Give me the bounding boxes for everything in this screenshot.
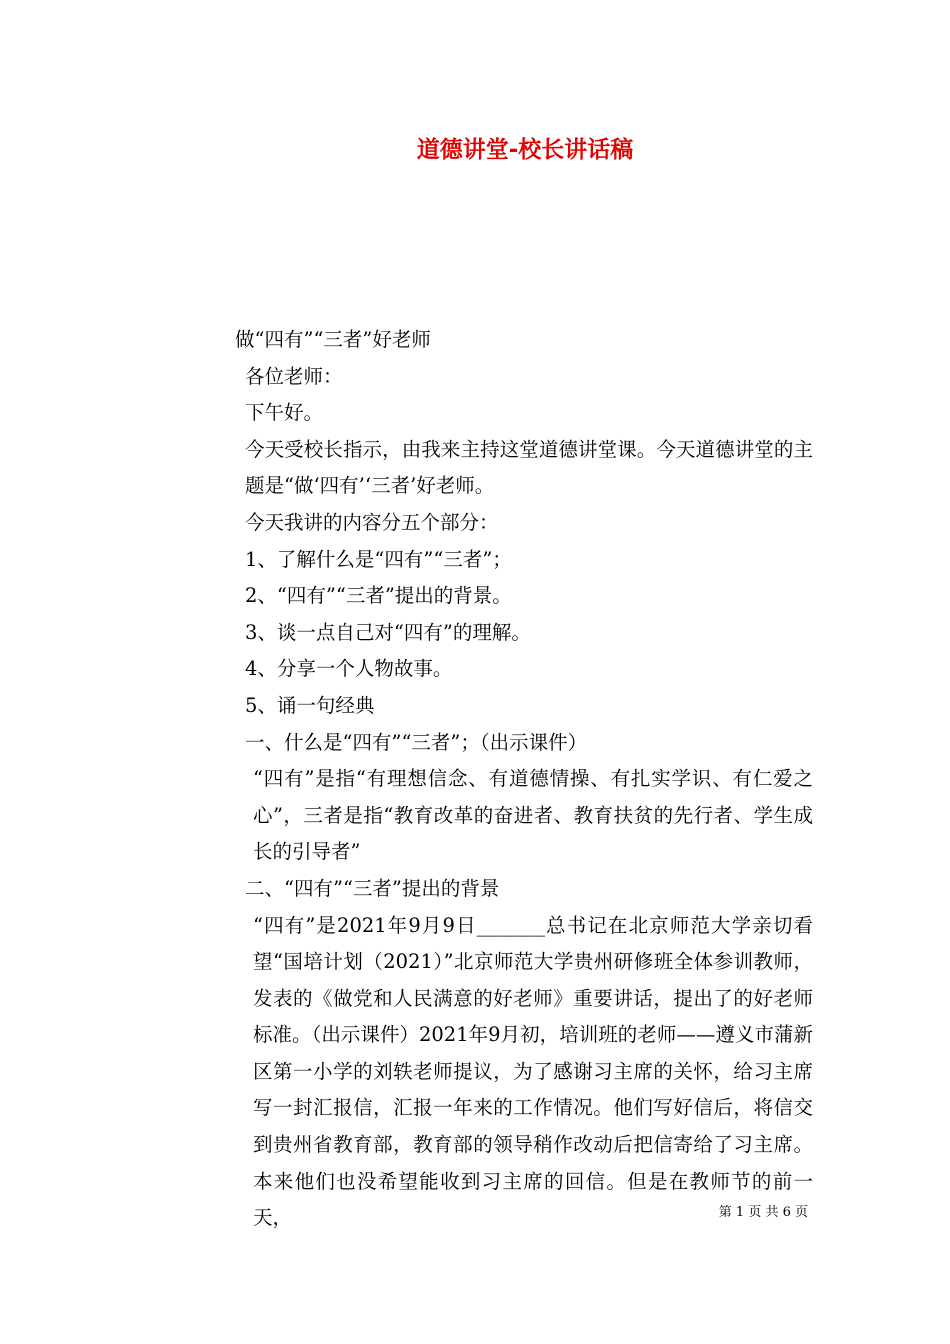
- greeting-teachers: 各位老师：: [245, 364, 343, 388]
- section-1-body: “四有”是指“有理想信念、有道德情操、有扎实学识、有仁爱之心”，三者是指“教育改革的奋进者、教育扶贫的先行者、学生成长的引导者”: [253, 767, 813, 864]
- greeting-afternoon: 下午好。: [245, 401, 324, 425]
- document-title: 道德讲堂-校长讲话稿: [416, 137, 634, 163]
- outline-heading: 今天我讲的内容分五个部分：: [245, 510, 499, 534]
- speech-topic: 做“四有”“三者”好老师: [235, 328, 431, 351]
- outline-item-3: 3、谈一点自己对“四有”的理解。: [245, 620, 531, 644]
- page-number-footer: 第 1 页 共 6 页: [718, 1205, 808, 1220]
- intro-paragraph: 今天受校长指示，由我来主持这堂道德讲堂课。今天道德讲堂的主题是“做‘四有’‘三者’好老师。: [245, 437, 813, 498]
- outline-item-4: 4、分享一个人物故事。: [245, 657, 453, 681]
- section-2-heading: 二、“四有”“三者”提出的背景: [245, 876, 500, 900]
- section-2-body: “四有”是2021年9月9日_______总书记在北京师范大学亲切看望“国培计划（2021）”北京师范大学贵州研修班全体参训教师，发表的《做党和人民满意的好老师》重要讲话，提出了的好老师标准。（出示课件）2021年9月初，培训班的老师——遵义市蒲新区第一小学的刘轶老师提议，为了感谢习主席的关怀，给习主席写一封汇报信，汇报一年来的工作情况。他们写好信后，将信交到贵州省教育部，教育部的领导稍作改动后把信寄给了习主席。本来他们也没希望能收到习主席的回信。但是在教师节的前一天，: [253, 913, 813, 1230]
- outline-item-5: 5、诵一句经典: [245, 693, 375, 717]
- document-body: [145, 322, 813, 1237]
- outline-item-2: 2、“四有”“三者”提出的背景。: [245, 584, 512, 608]
- outline-item-1: 1、了解什么是“四有”“三者”；: [245, 547, 512, 571]
- section-1-heading: 一、什么是“四有”“三者”；（出示课件）: [245, 730, 588, 754]
